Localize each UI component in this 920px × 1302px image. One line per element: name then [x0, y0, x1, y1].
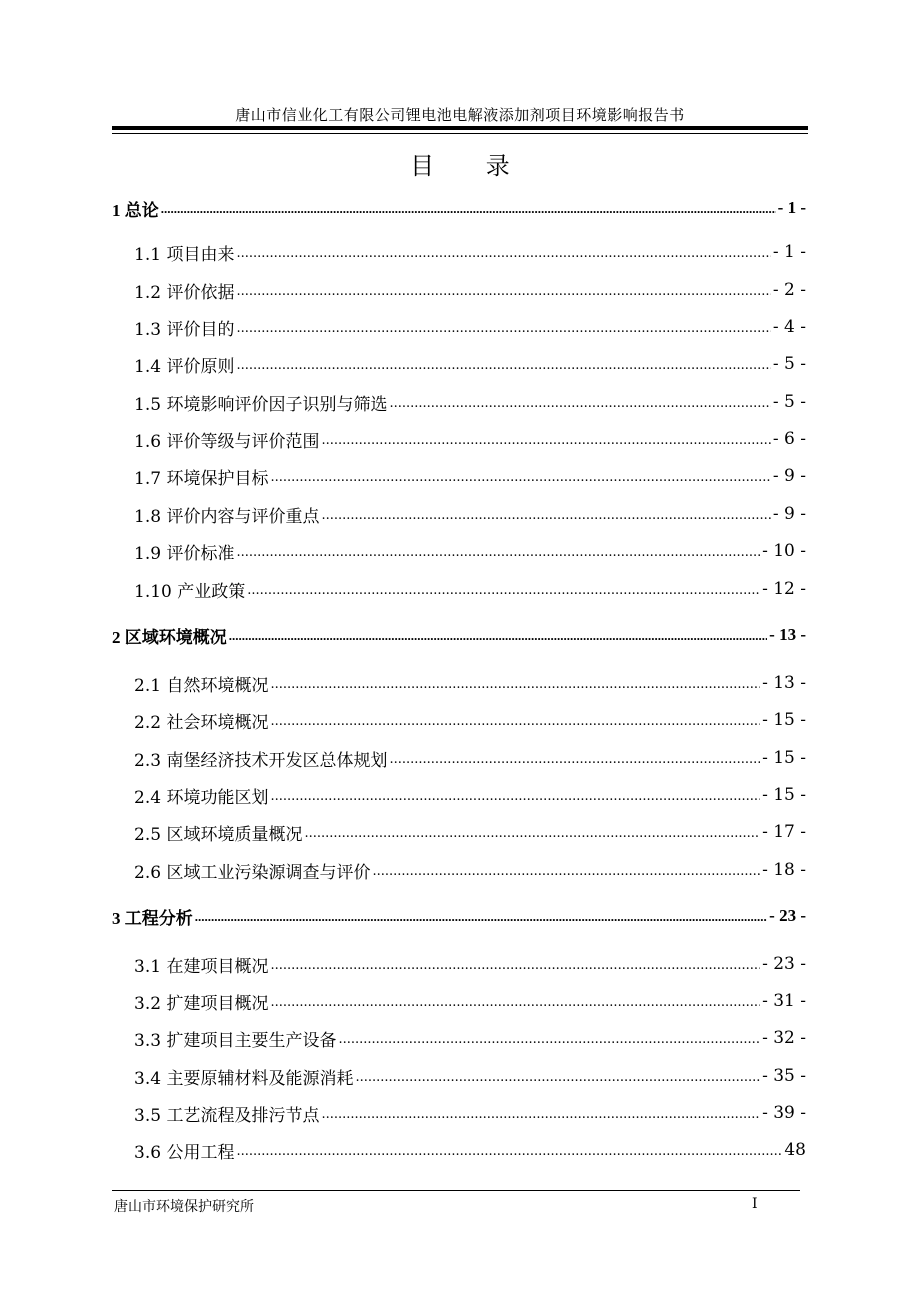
toc-entry-label: 1 总论 — [112, 200, 159, 220]
toc-entry-label: 2.3 南堡经济技术开发区总体规划 — [134, 750, 388, 771]
toc-entry-page: - 23 - — [762, 954, 806, 974]
toc-entry-2-6[interactable] — [134, 856, 806, 884]
toc-entry-page: - 9 - — [772, 504, 806, 524]
toc-entry-page: - 9 - — [772, 466, 806, 486]
toc-entry-page: - 13 - — [762, 673, 806, 693]
dot-leader — [247, 575, 760, 603]
toc-entry-page: - 4 - — [772, 317, 806, 337]
toc-entry-label: 1.5 环境影响评价因子识别与筛选 — [134, 394, 388, 415]
toc-entry-3-3[interactable] — [134, 1024, 806, 1052]
toc-entry-page: 48 — [784, 1140, 806, 1160]
dot-leader — [321, 500, 770, 528]
dot-leader — [236, 313, 770, 341]
toc-entry-label: 2.2 社会环境概况 — [134, 712, 269, 733]
toc-entry-1-4[interactable] — [134, 350, 806, 378]
toc-entry-3[interactable] — [112, 902, 806, 930]
toc-entry-page: - 23 - — [769, 906, 806, 925]
toc-entry-2-5[interactable] — [134, 818, 806, 846]
toc-entry-label: 1.2 评价依据 — [134, 282, 235, 303]
toc-entry-label: 3 工程分析 — [112, 908, 193, 928]
toc-entry-page: - 31 - — [762, 991, 806, 1011]
toc-entry-1-9[interactable] — [134, 537, 806, 565]
footer-rule — [112, 1190, 800, 1191]
toc-entry-label: 1.6 评价等级与评价范围 — [134, 431, 320, 452]
toc-entry-page: - 39 - — [762, 1103, 806, 1123]
toc-entry-1-10[interactable] — [134, 575, 806, 603]
footer-organization: 唐山市环境保护研究所 — [114, 1199, 254, 1215]
toc-entry-1-2[interactable] — [134, 276, 806, 304]
toc-entry-2-2[interactable] — [134, 706, 806, 734]
toc-entry-1[interactable] — [112, 194, 806, 222]
dot-leader — [321, 425, 770, 453]
toc-entry-page: - 6 - — [772, 429, 806, 449]
dot-leader — [270, 706, 760, 734]
dot-leader — [236, 238, 770, 266]
dot-leader — [389, 388, 770, 416]
dot-leader — [321, 1099, 760, 1127]
toc-entry-label: 3.3 扩建项目主要生产设备 — [134, 1030, 337, 1051]
toc-entry-3-4[interactable] — [134, 1062, 806, 1090]
toc-entry-1-1[interactable] — [134, 238, 806, 266]
dot-leader — [229, 621, 767, 649]
dot-leader — [236, 350, 770, 378]
toc-entry-label: 1.4 评价原则 — [134, 356, 235, 377]
dot-leader — [270, 669, 760, 697]
toc-entry-label: 3.1 在建项目概况 — [134, 956, 269, 977]
toc-entry-label: 2.4 环境功能区划 — [134, 787, 269, 808]
dot-leader — [236, 276, 770, 304]
toc-entry-page: - 1 - — [772, 242, 806, 262]
toc-entry-page: - 35 - — [762, 1066, 806, 1086]
toc-entry-label: 2.5 区域环境质量概况 — [134, 824, 303, 845]
toc-entry-label: 3.6 公用工程 — [134, 1142, 235, 1163]
toc-entry-label: 2 区域环境概况 — [112, 627, 227, 647]
dot-leader — [389, 744, 760, 772]
dot-leader — [304, 818, 760, 846]
dot-leader — [161, 194, 776, 222]
toc-entry-2[interactable] — [112, 621, 806, 649]
toc-entry-label: 3.4 主要原辅材料及能源消耗 — [134, 1068, 354, 1089]
dot-leader — [270, 950, 760, 978]
toc-entry-page: - 1 - — [777, 198, 806, 217]
dot-leader — [236, 1136, 782, 1164]
toc-entry-label: 1.3 评价目的 — [134, 319, 235, 340]
toc-entry-2-1[interactable] — [134, 669, 806, 697]
toc-entry-label: 2.6 区域工业污染源调查与评价 — [134, 862, 371, 883]
toc-entry-label: 1.8 评价内容与评价重点 — [134, 506, 320, 527]
toc-entry-page: - 13 - — [769, 625, 806, 644]
dot-leader — [270, 987, 760, 1015]
toc-entry-label: 2.1 自然环境概况 — [134, 675, 269, 696]
header-rule-thick — [112, 126, 808, 130]
toc-entry-page: - 10 - — [762, 541, 806, 561]
toc-entry-page: - 15 - — [762, 748, 806, 768]
dot-leader — [195, 902, 767, 930]
toc-entry-label: 1.7 环境保护目标 — [134, 468, 269, 489]
toc-entry-1-6[interactable] — [134, 425, 806, 453]
toc-entry-page: - 32 - — [762, 1028, 806, 1048]
dot-leader — [270, 462, 770, 490]
toc-entry-page: - 2 - — [772, 280, 806, 300]
dot-leader — [270, 781, 760, 809]
dot-leader — [338, 1024, 760, 1052]
toc-entry-1-8[interactable] — [134, 500, 806, 528]
toc-entry-1-7[interactable] — [134, 462, 806, 490]
toc-entry-label: 3.2 扩建项目概况 — [134, 993, 269, 1014]
toc-entry-3-5[interactable] — [134, 1099, 806, 1127]
toc-entry-page: - 15 - — [762, 710, 806, 730]
dot-leader — [355, 1062, 760, 1090]
toc-entry-page: - 5 - — [772, 354, 806, 374]
footer-page-number: I — [752, 1196, 758, 1212]
dot-leader — [236, 537, 760, 565]
toc-entry-page: - 12 - — [762, 579, 806, 599]
toc-entry-label: 1.9 评价标准 — [134, 543, 235, 564]
toc-entry-label: 1.1 项目由来 — [134, 244, 235, 265]
toc-entry-label: 1.10 产业政策 — [134, 581, 246, 602]
toc-entry-3-6[interactable] — [134, 1136, 806, 1164]
toc-entry-page: - 5 - — [772, 392, 806, 412]
dot-leader — [372, 856, 760, 884]
toc-entry-page: - 15 - — [762, 785, 806, 805]
header-rule-thin — [112, 133, 808, 134]
toc-entry-2-4[interactable] — [134, 781, 806, 809]
toc-entry-label: 3.5 工艺流程及排污节点 — [134, 1105, 320, 1126]
toc-entry-2-3[interactable] — [134, 744, 806, 772]
toc-entry-page: - 18 - — [762, 860, 806, 880]
toc-entry-3-2[interactable] — [134, 987, 806, 1015]
toc-entry-1-5[interactable] — [134, 388, 806, 416]
document-header-title: 唐山市信业化工有限公司锂电池电解液添加剂项目环境影响报告书 — [235, 106, 685, 124]
toc-heading: 目 录 — [410, 152, 532, 180]
toc-entry-3-1[interactable] — [134, 950, 806, 978]
toc-entry-1-3[interactable] — [134, 313, 806, 341]
toc-entry-page: - 17 - — [762, 822, 806, 842]
